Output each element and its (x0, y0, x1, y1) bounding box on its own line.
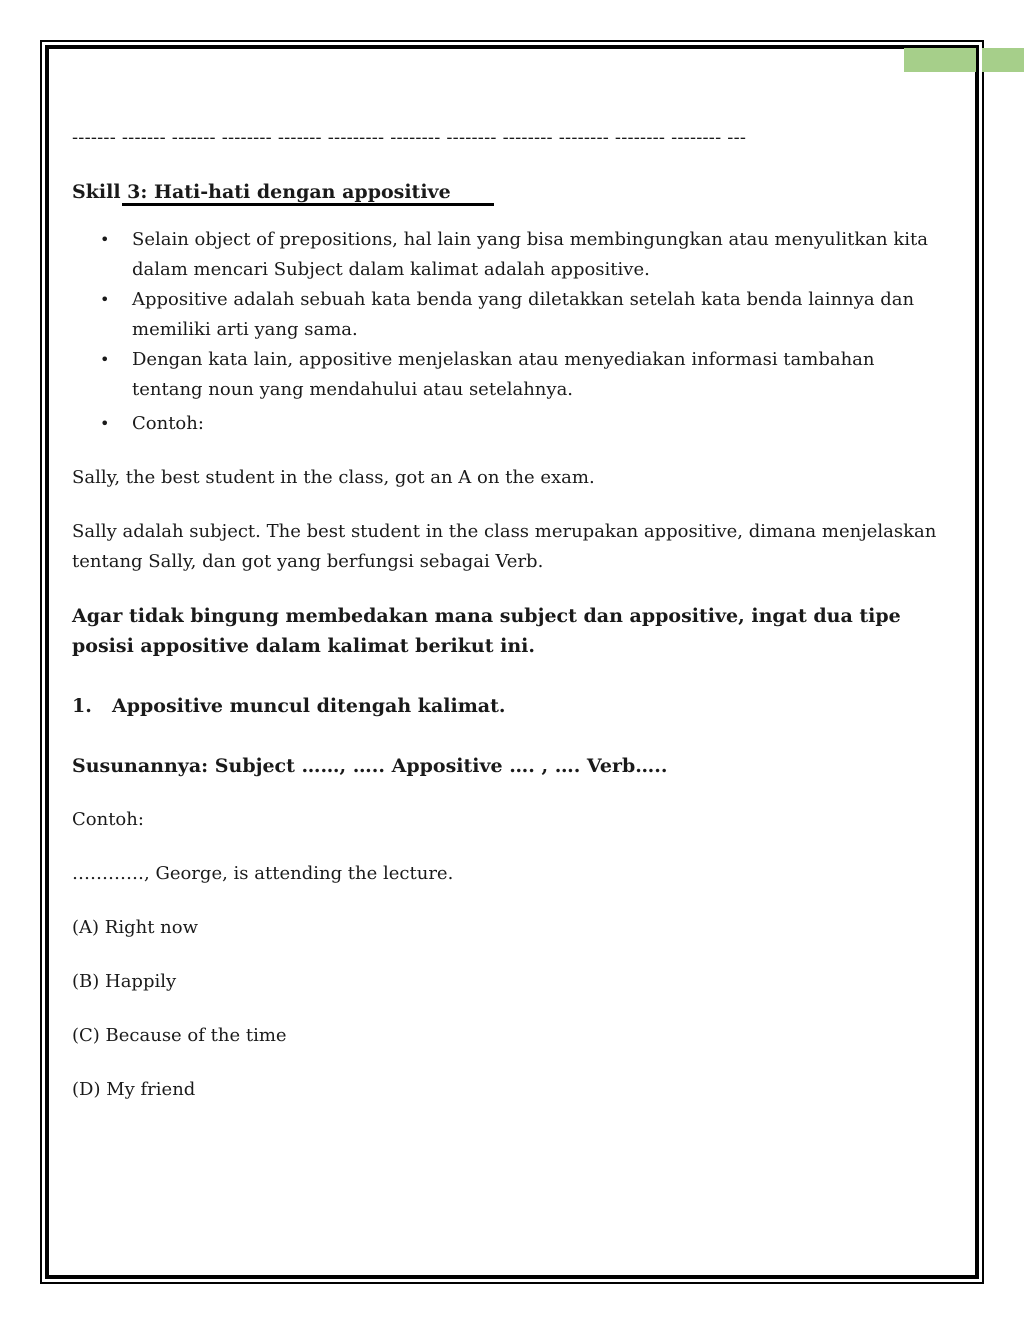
bold-note: Agar tidak bingung membedakan mana subject dan appositive, ingat dua tipe posisi appositive dalam kalimat berikut ini. (72, 605, 901, 657)
bullet-item (72, 285, 942, 345)
dash-separator: ------- ------- ------- -------- ------- --------- -------- -------- -------- -------- -------- -------- --- (72, 127, 747, 148)
option-b: (B) Happily (72, 971, 177, 992)
bullet-text: Dengan kata lain, appositive menjelaskan atau menyediakan informasi tambahan tentang noun yang mendahului atau setelahnya. (132, 349, 875, 400)
bullet-dot-icon: • (100, 350, 110, 369)
bullet-item (72, 345, 942, 405)
structure-formula: Susunannya: Subject ……, ….. Appositive …. , …. Verb….. (72, 755, 668, 777)
green-decoration-bar-edge (982, 48, 1024, 72)
option-d: (D) My friend (72, 1079, 196, 1100)
bullet-list (72, 225, 942, 439)
green-decoration-bar (904, 48, 976, 72)
bullet-dot-icon: • (100, 414, 110, 433)
bullet-text: Contoh: (132, 413, 204, 434)
option-c: (C) Because of the time (72, 1025, 287, 1046)
document-body (72, 125, 942, 1105)
skill-title-underline (122, 203, 494, 206)
bullet-text: Appositive adalah sebuah kata benda yang diletakkan setelah kata benda lainnya dan memiliki arti yang sama. (132, 289, 915, 340)
bullet-dot-icon: • (100, 230, 110, 249)
bullet-item (72, 409, 942, 439)
contoh-label: Contoh: (72, 809, 144, 830)
item-text: Appositive muncul ditengah kalimat. (112, 695, 506, 717)
question-sentence: …………, George, is attending the lecture. (72, 863, 454, 884)
skill-title: Skill 3: Hati-hati dengan appositive (72, 181, 451, 203)
example-sentence: Sally, the best student in the class, got an A on the exam. (72, 467, 595, 488)
bullet-text: Selain object of prepositions, hal lain yang bisa membingungkan atau menyulitkan kita dalam mencari Subject dalam kalimat adalah appositive. (132, 229, 928, 280)
bullet-item (72, 225, 942, 285)
item-number: 1. (72, 695, 92, 717)
numbered-item (72, 691, 942, 721)
explanation-paragraph: Sally adalah subject. The best student in the class merupakan appositive, dimana menjelaskan tentang Sally, dan got yang berfungsi sebagai Verb. (72, 521, 937, 572)
option-a: (A) Right now (72, 917, 198, 938)
bullet-dot-icon: • (100, 290, 110, 309)
